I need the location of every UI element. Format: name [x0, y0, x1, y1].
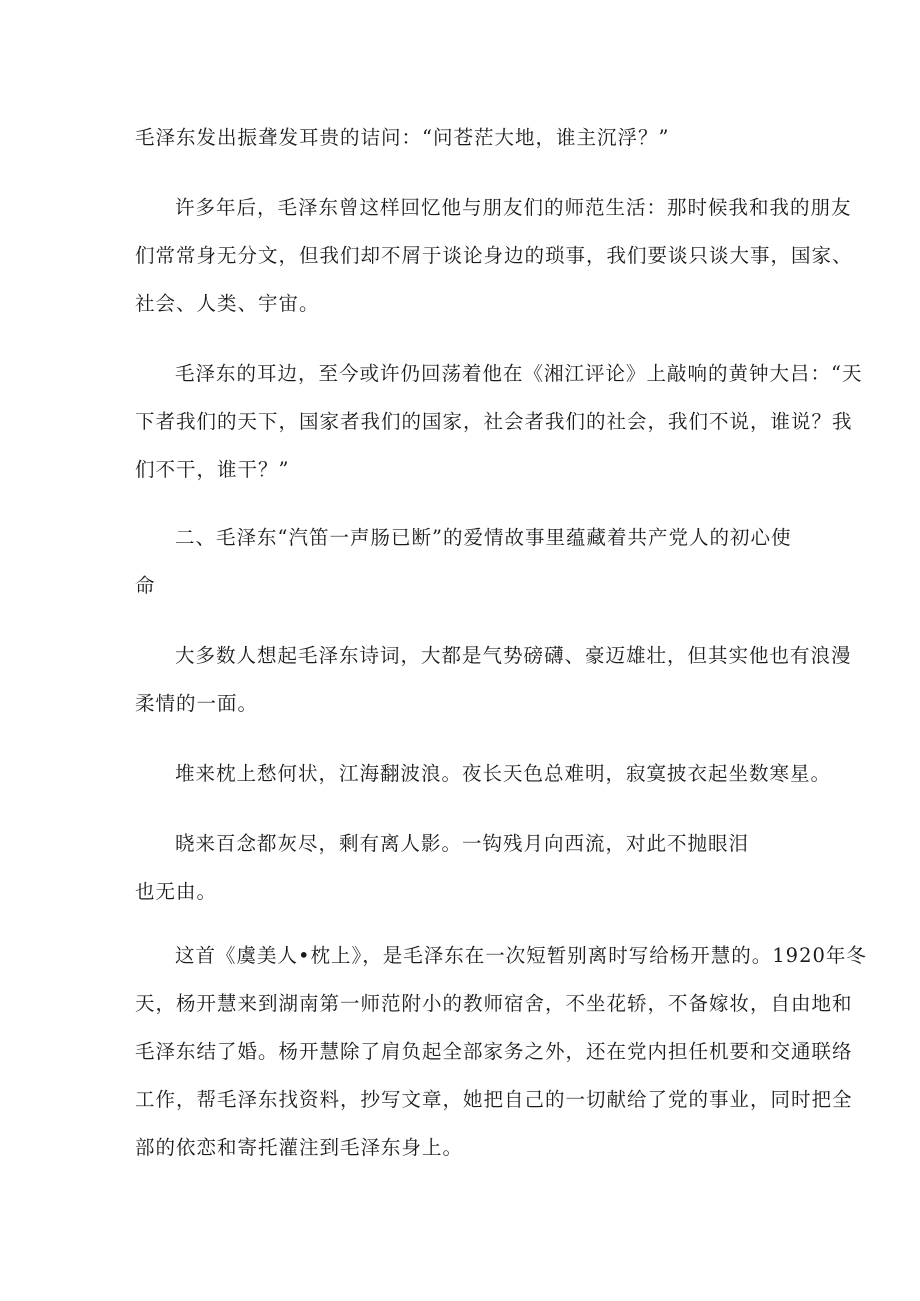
paragraph-2 [135, 184, 853, 328]
paragraph-1 [135, 114, 795, 162]
paragraph-3 [135, 350, 863, 494]
text-line: 们不干，谁干？” [135, 458, 290, 481]
text-line: 部的依恋和寄托灌注到毛泽东身上。 [135, 1136, 464, 1159]
text-line: 毛泽东发出振聋发耳贵的诘问：“问苍茫大地，谁主沉浮？” [135, 126, 670, 149]
text-line: 命 [135, 574, 156, 597]
text-line: 毛泽东的耳边，至今或许仍回荡着他在《湘江评论》上敲响的黄钟大吕：“天 [175, 362, 863, 385]
text-line: 们常常身无分文，但我们却不屑于谈论身边的琐事，我们要谈只谈大事，国家、 [135, 244, 853, 267]
text-line: 堆来枕上愁何状，江海翻波浪。夜长天色总难明，寂寞披衣起坐数寒星。 [175, 762, 832, 785]
paragraph-5 [135, 632, 852, 728]
text-line: 二、毛泽东“汽笛一声肠已断”的爱情故事里蕴藏着共产党人的初心使 [175, 526, 792, 549]
text-line: 也无由。 [135, 880, 218, 903]
poem-stanza-1 [135, 750, 832, 798]
text-line: 天，杨开慧来到湖南第一师范附小的教师宿舍，不坐花轿，不备嫁妆，自由地和 [135, 992, 853, 1015]
text-line: 毛泽东结了婚。杨开慧除了肩负起全部家务之外，还在党内担任机要和交通联络 [135, 1040, 853, 1063]
text-line: 晓来百念都灰尽，剩有离人影。一钩残月向西流，对此不抛眼泪 [175, 832, 750, 855]
text-line: 这首《虞美人•枕上》，是毛泽东在一次短暂别离时写给杨开慧的。1920年冬 [175, 944, 867, 967]
text-line: 许多年后，毛泽东曾这样回忆他与朋友们的师范生活：那时候我和我的朋友 [175, 196, 852, 219]
text-line: 工作，帮毛泽东找资料，抄写文章，她把自己的一切献给了党的事业，同时把全 [135, 1088, 853, 1111]
text-line: 柔情的一面。 [135, 692, 259, 715]
text-line: 大多数人想起毛泽东诗词，大都是气势磅礴、豪迈雄壮，但其实他也有浪漫 [175, 644, 852, 667]
paragraph-8 [135, 932, 867, 1172]
section-heading [135, 514, 795, 610]
poem-stanza-2 [135, 820, 795, 916]
text-line: 下者我们的天下，国家者我们的国家，社会者我们的社会，我们不说，谁说？我 [135, 410, 853, 433]
text-line: 社会、人类、宇宙。 [135, 292, 320, 315]
